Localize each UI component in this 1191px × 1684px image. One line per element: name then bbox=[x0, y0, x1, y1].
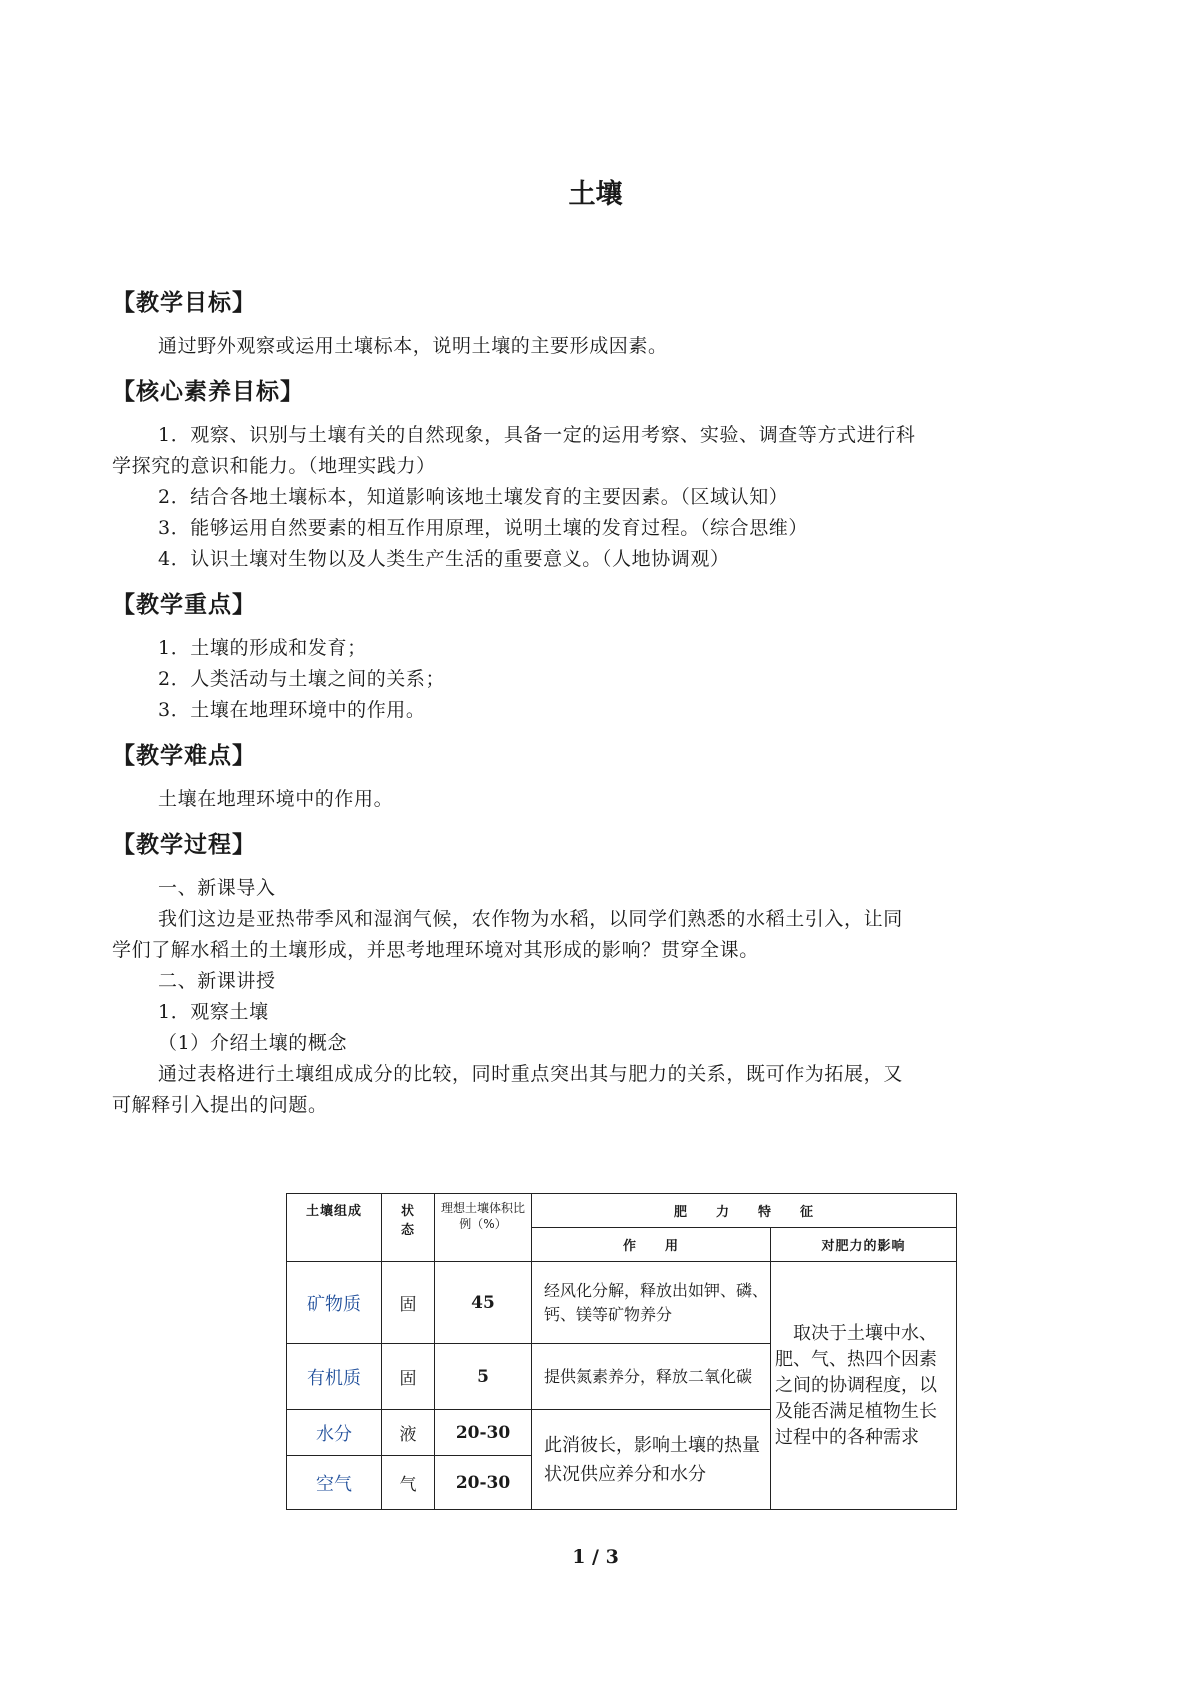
core-item: 2．结合各地土壤标本，知道影响该地土壤发育的主要因素。（区域认知） bbox=[158, 486, 789, 508]
cell-role: 此消彼长，影响土壤的热量状况供应养分和水分 bbox=[532, 1410, 771, 1510]
cell-ratio: 20-30 bbox=[435, 1410, 532, 1456]
cell-component: 水分 bbox=[287, 1410, 382, 1456]
key-item: 3．土壤在地理环境中的作用。 bbox=[158, 699, 426, 721]
cell-state: 气 bbox=[382, 1456, 435, 1510]
table-header-row bbox=[287, 1194, 957, 1228]
core-item: 学探究的意识和能力。（地理实践力） bbox=[112, 455, 436, 477]
process-line: 可解释引入提出的问题。 bbox=[112, 1094, 328, 1116]
core-item: 4．认识土壤对生物以及人类生产生活的重要意义。（人地协调观） bbox=[158, 548, 730, 570]
key-item: 1．土壤的形成和发育； bbox=[158, 637, 367, 659]
process-line: （1）介绍土壤的概念 bbox=[158, 1032, 348, 1054]
heading-key: 【教学重点】 bbox=[112, 592, 256, 618]
heading-core: 【核心素养目标】 bbox=[112, 379, 304, 405]
heading-difficult: 【教学难点】 bbox=[112, 743, 256, 769]
heading-objectives: 【教学目标】 bbox=[112, 290, 256, 316]
cell-influence: 取决于土壤中水、肥、气、热四个因素之间的协调程度，以及能否满足植物生长过程中的各种需求 bbox=[771, 1262, 957, 1510]
process-line: 通过表格进行土壤组成成分的比较，同时重点突出其与肥力的关系，既可作为拓展，又 bbox=[158, 1063, 903, 1085]
difficult-text: 土壤在地理环境中的作用。 bbox=[158, 788, 394, 810]
header-component: 土壤组成 bbox=[287, 1194, 382, 1262]
page-number: 1 / 3 bbox=[572, 1546, 619, 1568]
cell-state: 液 bbox=[382, 1410, 435, 1456]
header-fertility: 肥 力 特 征 bbox=[532, 1194, 957, 1228]
core-item: 3．能够运用自然要素的相互作用原理，说明土壤的发育过程。（综合思维） bbox=[158, 517, 808, 539]
cell-state: 固 bbox=[382, 1344, 435, 1410]
page-title: 土壤 bbox=[568, 179, 623, 210]
process-line: 学们了解水稻土的土壤形成，并思考地理环境对其形成的影响？贯穿全课。 bbox=[112, 939, 759, 961]
cell-component: 矿物质 bbox=[287, 1262, 382, 1344]
process-line: 一、新课导入 bbox=[158, 877, 276, 899]
core-item: 1．观察、识别与土壤有关的自然现象，具备一定的运用考察、实验、调查等方式进行科 bbox=[158, 424, 916, 446]
cell-state: 固 bbox=[382, 1262, 435, 1344]
process-line: 二、新课讲授 bbox=[158, 970, 276, 992]
heading-process: 【教学过程】 bbox=[112, 832, 256, 858]
header-influence: 对肥力的影响 bbox=[771, 1228, 957, 1262]
process-line: 1．观察土壤 bbox=[158, 1001, 269, 1023]
cell-ratio: 5 bbox=[435, 1344, 532, 1410]
objectives-text: 通过野外观察或运用土壤标本，说明土壤的主要形成因素。 bbox=[158, 335, 668, 357]
cell-component: 有机质 bbox=[287, 1344, 382, 1410]
cell-role: 提供氮素养分，释放二氧化碳 bbox=[532, 1344, 771, 1410]
header-state: 状态 bbox=[382, 1194, 435, 1262]
cell-component: 空气 bbox=[287, 1456, 382, 1510]
header-role: 作 用 bbox=[532, 1228, 771, 1262]
cell-ratio: 20-30 bbox=[435, 1456, 532, 1510]
header-ratio: 理想土壤体积比例（%） bbox=[435, 1194, 532, 1262]
key-item: 2．人类活动与土壤之间的关系； bbox=[158, 668, 446, 690]
soil-composition-table bbox=[286, 1193, 957, 1510]
cell-role: 经风化分解，释放出如钾、磷、钙、镁等矿物养分 bbox=[532, 1262, 771, 1344]
table-row bbox=[287, 1262, 957, 1344]
process-line: 我们这边是亚热带季风和湿润气候，农作物为水稻，以同学们熟悉的水稻土引入，让同 bbox=[158, 908, 903, 930]
cell-ratio: 45 bbox=[435, 1262, 532, 1344]
